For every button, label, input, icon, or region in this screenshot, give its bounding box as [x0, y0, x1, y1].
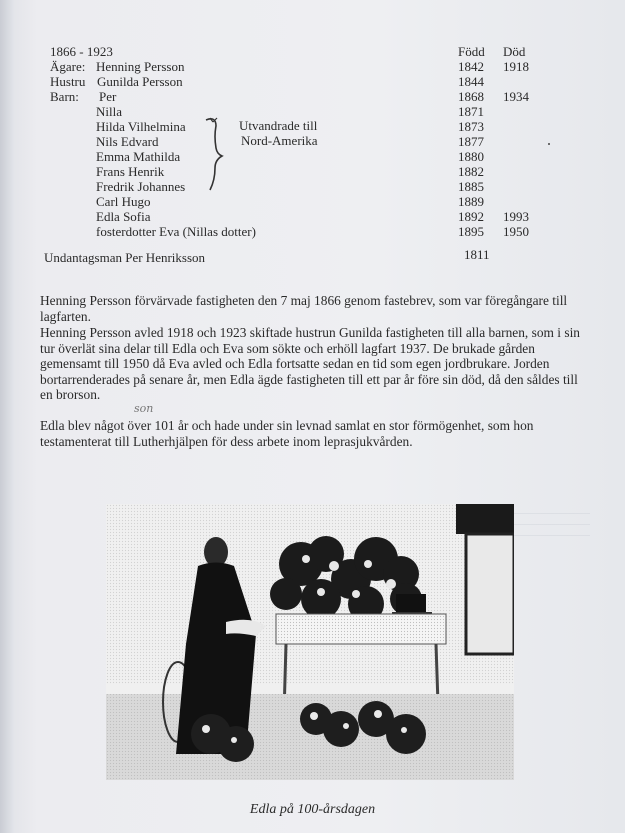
child-died: 1934: [503, 89, 529, 104]
wife-born: 1844: [458, 74, 484, 89]
retiree-name: Undantagsman Per Henriksson: [44, 250, 206, 265]
paragraph-history: [40, 325, 580, 403]
child-row: [0, 194, 625, 209]
wife-row: [0, 74, 625, 89]
child-name: Emma Mathilda: [96, 149, 181, 164]
paragraph-history-text: Henning Persson avled 1918 och 1923 skiftade hustrun Gunilda fastigheten till alla barnen, som i sin tur överlät sina delar till Edla och Eva som sökte och erhöll lagfart 1937. De brukade gården gemensamt till 1950 då Eva avled och Edla fortsatte sedan en tid som egen jordbrukare. Jorden bortarrenderades på senare år, men Edla ägde fastigheten till ett par år före sin död, då den såldes till en brorson.: [40, 325, 580, 403]
photo-edla-100th-birthday: [106, 504, 514, 780]
photo-caption: Edla på 100-årsdagen: [249, 802, 376, 817]
child-name: Nilla: [96, 104, 122, 119]
child-name: Nils Edvard: [96, 134, 159, 149]
child-row: [0, 104, 625, 119]
photo-image: [106, 504, 514, 780]
child-name: Frans Henrik: [96, 164, 165, 179]
wife-name: Gunilda Persson: [97, 74, 183, 89]
child-born: 1889: [458, 194, 484, 209]
retiree-born: 1811: [464, 247, 490, 262]
child-row: [0, 209, 625, 224]
child-died: 1993: [503, 209, 529, 224]
child-born: 1892: [458, 209, 484, 224]
emigration-note-line1: Utvandrade till: [239, 118, 318, 133]
owner-died: 1918: [503, 59, 529, 74]
column-header-born: Född: [458, 44, 485, 59]
column-header-died: Död: [503, 44, 526, 59]
wife-label: Hustru: [50, 74, 86, 89]
child-name: Fredrik Johannes: [96, 179, 186, 194]
child-row: [0, 224, 625, 239]
child-born: 1871: [458, 104, 484, 119]
child-row: [0, 89, 625, 104]
child-name: Hilda Vilhelmina: [96, 119, 186, 134]
child-born: 1877: [458, 134, 484, 149]
owner-row: [0, 59, 625, 74]
child-name: fosterdotter Eva (Nillas dotter): [96, 224, 256, 239]
child-born: 1868: [458, 89, 484, 104]
child-born: 1880: [458, 149, 484, 164]
ink-dot: [548, 143, 550, 145]
child-born: 1873: [458, 119, 484, 134]
ownership-years: 1866 - 1923: [50, 44, 113, 59]
child-born: 1895: [458, 224, 484, 239]
handwritten-correction: son: [134, 402, 154, 415]
child-born: 1885: [458, 179, 484, 194]
paragraph-acquisition: Henning Persson förvärvade fastigheten den 7 maj 1866 genom fastebrev, som var föregångare till lagfarten.: [40, 293, 568, 324]
child-name: Per: [99, 89, 117, 104]
child-name: Edla Sofia: [96, 209, 151, 224]
child-died: 1950: [503, 224, 529, 239]
children-label: Barn:: [50, 89, 79, 104]
emigration-note-line2: Nord-Amerika: [241, 133, 318, 148]
owner-name: Henning Persson: [96, 59, 185, 74]
owner-label: Ägare:: [50, 59, 86, 74]
child-born: 1882: [458, 164, 484, 179]
child-row: [0, 149, 625, 164]
child-row: [0, 164, 625, 179]
child-row: [0, 179, 625, 194]
owner-born: 1842: [458, 59, 484, 74]
child-name: Carl Hugo: [96, 194, 151, 209]
handwritten-bracket-icon: [200, 114, 230, 194]
paragraph-bequest: Edla blev något över 101 år och hade under sin levnad samlat en stor förmögenhet, som hon testamenterat till Lutherhjälpen för dess arbete inom leprasjukvården.: [40, 418, 534, 449]
